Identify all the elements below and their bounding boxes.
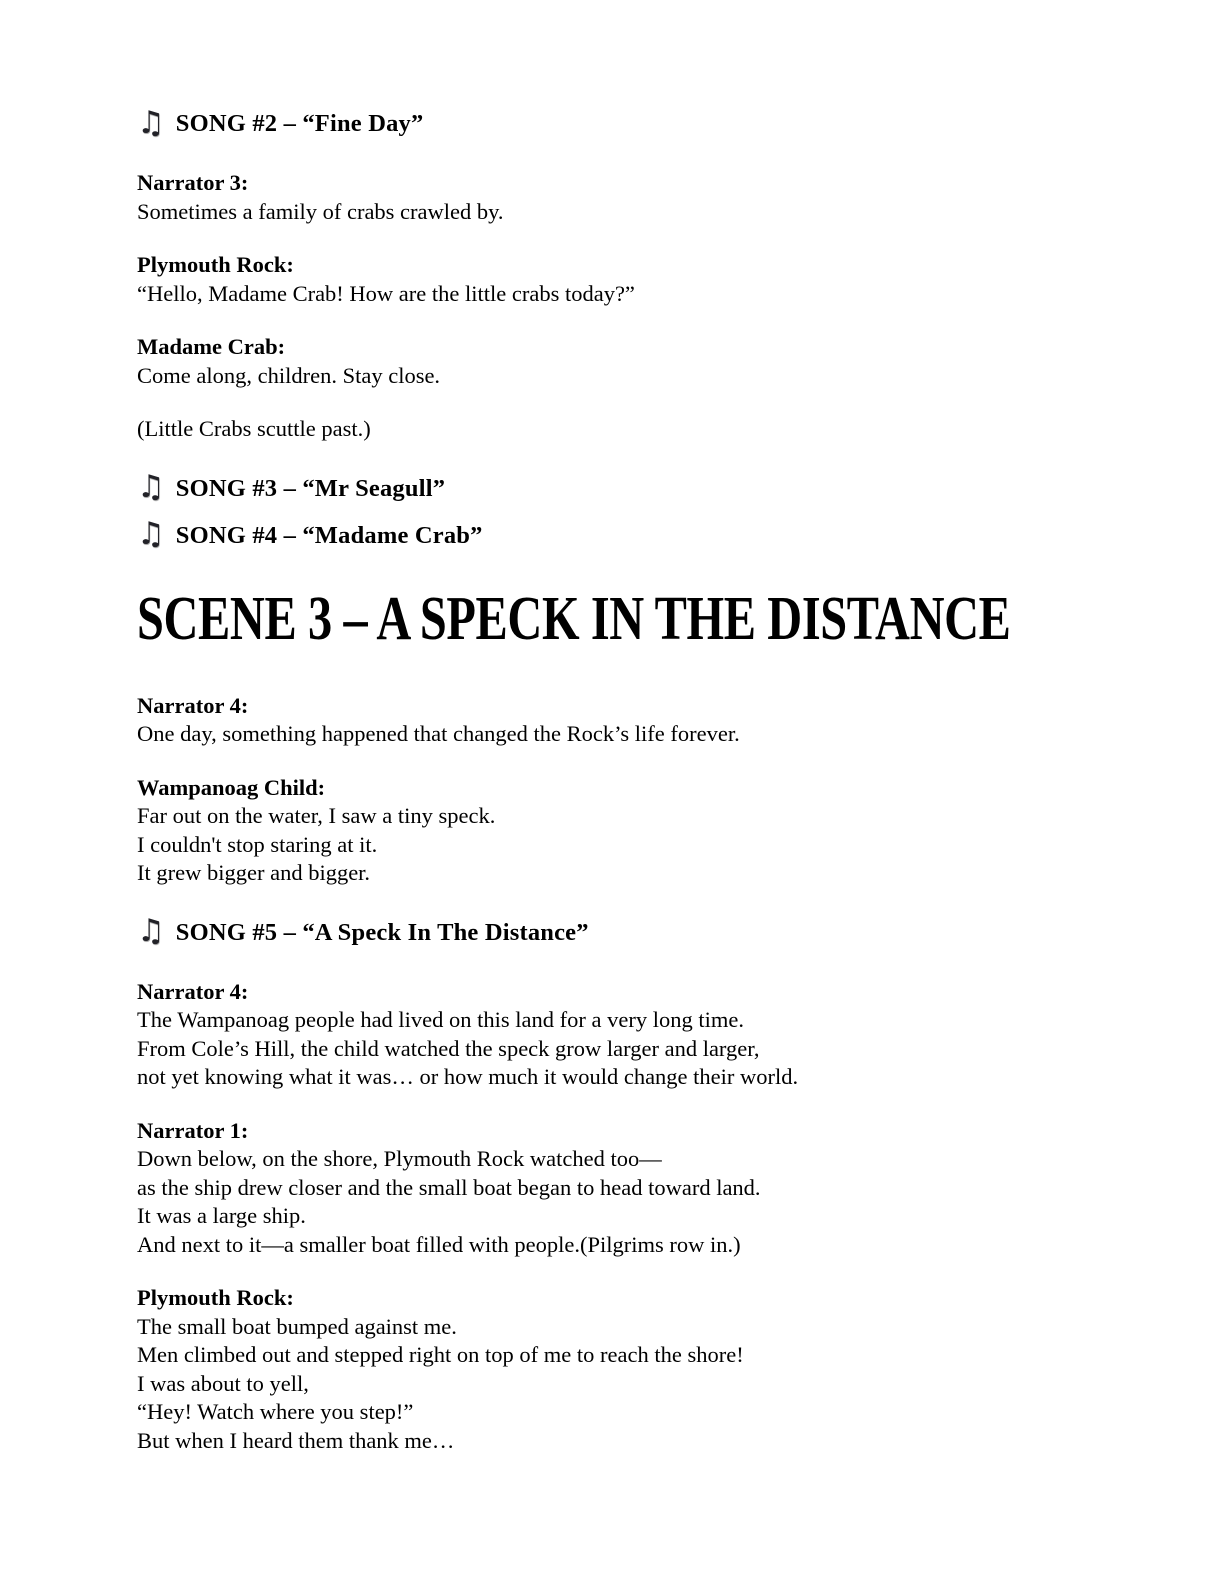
- dialogue-block-narrator-1: [137, 1117, 1124, 1260]
- music-notes-icon: ♫: [137, 469, 165, 505]
- dialogue-block-narrator-4: [137, 692, 1124, 749]
- scene-heading-text: SCENE 3 – A SPECK IN THE DISTANCE: [137, 584, 1011, 653]
- song-cue-2: [137, 104, 1124, 144]
- song-cue-4: [137, 516, 1124, 556]
- speaker-name: Plymouth Rock:: [137, 252, 294, 277]
- dialogue-block-narrator-3: [137, 169, 1124, 226]
- song-cue-label: SONG #5 – “A Speck In The Distance”: [175, 918, 589, 946]
- song-cue-label: SONG #2 – “Fine Day”: [175, 110, 424, 137]
- music-notes-icon: ♫: [137, 516, 165, 552]
- dialogue-line: “Hello, Madame Crab! How are the little crabs today?”: [137, 280, 635, 306]
- stage-direction: [137, 415, 1124, 444]
- scene-heading: [137, 584, 1124, 653]
- speaker-name: Narrator 4:: [137, 692, 249, 718]
- dialogue-line: The Wampanoag people had lived on this land for a very long time.: [137, 1007, 744, 1032]
- dialogue-line: But when I heard them thank me…: [137, 1427, 455, 1453]
- dialogue-line: Come along, children. Stay close.: [137, 362, 441, 388]
- dialogue-line: And next to it—a smaller boat filled with people.(Pilgrims row in.): [137, 1231, 741, 1257]
- speaker-name: Narrator 3:: [137, 170, 249, 195]
- dialogue-block-wampanoag-child: [137, 774, 1124, 888]
- speaker-name: Wampanoag Child:: [137, 774, 326, 800]
- dialogue-block-madame-crab: [137, 333, 1124, 390]
- dialogue-block-plymouth-rock: [137, 251, 1124, 308]
- song-cue-5: [137, 913, 1124, 953]
- song-cue-3: [137, 469, 1124, 509]
- dialogue-block-narrator-4b: [137, 978, 1124, 1092]
- dialogue-line: not yet knowing what it was… or how much it would change their world.: [137, 1064, 799, 1089]
- dialogue-line: Men climbed out and stepped right on top of me to reach the shore!: [137, 1342, 744, 1367]
- dialogue-line: It grew bigger and bigger.: [137, 860, 371, 885]
- speaker-name: Madame Crab:: [137, 334, 286, 359]
- speaker-name: Plymouth Rock:: [137, 1285, 294, 1310]
- dialogue-line: I couldn't stop staring at it.: [137, 831, 378, 857]
- dialogue-line: “Hey! Watch where you step!”: [137, 1399, 414, 1424]
- dialogue-line: It was a large ship.: [137, 1203, 306, 1228]
- stage-direction-line: (Little Crabs scuttle past.): [137, 416, 371, 441]
- dialogue-line: Down below, on the shore, Plymouth Rock watched too—: [137, 1146, 662, 1171]
- speaker-name: Narrator 1:: [137, 1117, 249, 1143]
- song-cue-label: SONG #4 – “Madame Crab”: [175, 521, 483, 549]
- dialogue-line: From Cole’s Hill, the child watched the speck grow larger and larger,: [137, 1035, 760, 1061]
- dialogue-line: Sometimes a family of crabs crawled by.: [137, 198, 504, 224]
- dialogue-line: Far out on the water, I saw a tiny speck.: [137, 803, 496, 828]
- music-notes-icon: ♫: [137, 104, 165, 141]
- music-notes-icon: ♫: [137, 913, 165, 949]
- speaker-name: Narrator 4:: [137, 978, 249, 1004]
- dialogue-line: as the ship drew closer and the small boat began to head toward land.: [137, 1174, 761, 1200]
- dialogue-block-plymouth-rock-2: [137, 1284, 1124, 1455]
- dialogue-line: One day, something happened that changed the Rock’s life forever.: [137, 721, 740, 746]
- dialogue-line: The small boat bumped against me.: [137, 1313, 457, 1339]
- dialogue-line: I was about to yell,: [137, 1370, 309, 1396]
- song-cue-label: SONG #3 – “Mr Seagull”: [175, 474, 446, 502]
